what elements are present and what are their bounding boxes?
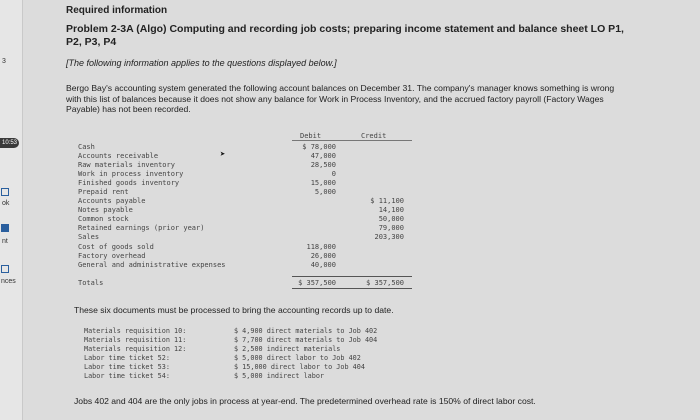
credit-value: 14,100 [378, 206, 404, 214]
list-item [84, 327, 444, 336]
intro-paragraph: Bergo Bay's accounting system generated the following account balances on December 31. The company's manager knows something is wrong with this list of balances because it does not show any balance for Work in Process Inventory, and the accrued factory payroll (Factory Wages Payable) has not been recorded. [66, 83, 615, 114]
credit-value: 50,000 [378, 215, 404, 223]
list-item [84, 363, 444, 372]
account-name: Retained earnings (prior year) [78, 224, 205, 232]
account-balances-table [78, 130, 414, 292]
sidebar-item-nt[interactable]: nt [2, 238, 8, 245]
document-desc: $ 5,000 indirect labor [234, 372, 325, 380]
table-row [78, 261, 414, 270]
table-row [78, 206, 414, 215]
credit-value: $ 11,100 [370, 197, 404, 205]
debit-value: 40,000 [310, 261, 336, 269]
account-name: Work in process inventory [78, 170, 184, 178]
table-row [78, 143, 414, 152]
flag-icon[interactable] [1, 224, 9, 232]
account-name: Accounts payable [78, 197, 146, 205]
debit-value: 26,000 [310, 252, 336, 260]
account-name: Prepaid rent [78, 188, 129, 196]
list-item [84, 354, 444, 363]
document-desc: $ 4,900 direct materials to Job 402 [234, 327, 378, 335]
list-item [84, 345, 444, 354]
account-name: Raw materials inventory [78, 161, 175, 169]
total-underline [292, 288, 412, 289]
document-name: Labor time ticket 52: [84, 354, 170, 362]
mouse-cursor-icon: ➤ [220, 150, 226, 160]
account-name: General and administrative expenses [78, 261, 226, 269]
document-desc: $ 15,000 direct labor to Job 404 [234, 363, 365, 371]
debit-value: 0 [331, 170, 336, 178]
question-content [66, 0, 700, 420]
sidebar-item-ok[interactable]: ok [2, 200, 10, 207]
document-name: Labor time ticket 53: [84, 363, 170, 371]
account-name: Factory overhead [78, 252, 146, 260]
account-name: Totals [78, 279, 104, 287]
left-sidebar [0, 0, 23, 420]
required-heading: Required information [66, 5, 168, 16]
debit-header: Debit [300, 132, 322, 140]
account-name: Sales [78, 233, 100, 241]
total-divider [292, 276, 412, 277]
debit-value: $ 357,500 [298, 279, 336, 287]
info-note: [The following information applies to the questions displayed below.] [66, 58, 337, 68]
document-name: Materials requisition 11: [84, 336, 187, 344]
page-number: 3 [2, 58, 6, 65]
debit-value: 5,000 [314, 188, 336, 196]
account-name: Cost of goods sold [78, 243, 154, 251]
problem-title: Problem 2-3A (Algo) Computing and recording job costs; preparing income statement and balance sheet LO P1, P2, P3, P4 [66, 23, 624, 48]
table-row [78, 243, 414, 252]
sidebar-item-nces[interactable]: nces [1, 278, 16, 285]
list-item [84, 336, 444, 345]
table-row [78, 161, 414, 170]
document-desc: $ 2,500 indirect materials [234, 345, 341, 353]
account-name: Cash [78, 143, 95, 151]
debit-value: 118,000 [306, 243, 336, 251]
account-name: Common stock [78, 215, 129, 223]
table-row [78, 233, 414, 242]
book-icon[interactable] [1, 265, 9, 273]
debit-value: $ 78,000 [302, 143, 336, 151]
bookmark-icon[interactable] [1, 188, 9, 196]
table-row [78, 224, 414, 233]
totals-row [78, 279, 414, 288]
debit-value: 28,500 [310, 161, 336, 169]
table-row [78, 252, 414, 261]
credit-header: Credit [361, 132, 387, 140]
table-row [78, 197, 414, 206]
document-name: Materials requisition 12: [84, 345, 187, 353]
list-item [84, 372, 444, 381]
account-name: Notes payable [78, 206, 133, 214]
document-name: Labor time ticket 54: [84, 372, 170, 380]
overhead-note: Jobs 402 and 404 are the only jobs in process at year-end. The predetermined overhead rate is 150% of direct labor cost. [74, 396, 536, 406]
account-name: Accounts receivable [78, 152, 159, 160]
table-row [78, 179, 414, 188]
credit-value: 79,000 [378, 224, 404, 232]
table-row [78, 215, 414, 224]
credit-value: 203,300 [374, 233, 404, 241]
document-desc: $ 7,700 direct materials to Job 404 [234, 336, 378, 344]
account-name: Finished goods inventory [78, 179, 180, 187]
table-row [78, 152, 414, 161]
header-divider [292, 140, 412, 141]
debit-value: 15,000 [310, 179, 336, 187]
six-documents-text: These six documents must be processed to bring the accounting records up to date. [74, 305, 394, 315]
table-row [78, 188, 414, 197]
credit-value: $ 357,500 [366, 279, 404, 287]
document-desc: $ 5,000 direct labor to Job 402 [234, 354, 361, 362]
document-name: Materials requisition 10: [84, 327, 187, 335]
table-row [78, 170, 414, 179]
timer-badge: 10:53 [2, 140, 18, 146]
debit-value: 47,000 [310, 152, 336, 160]
